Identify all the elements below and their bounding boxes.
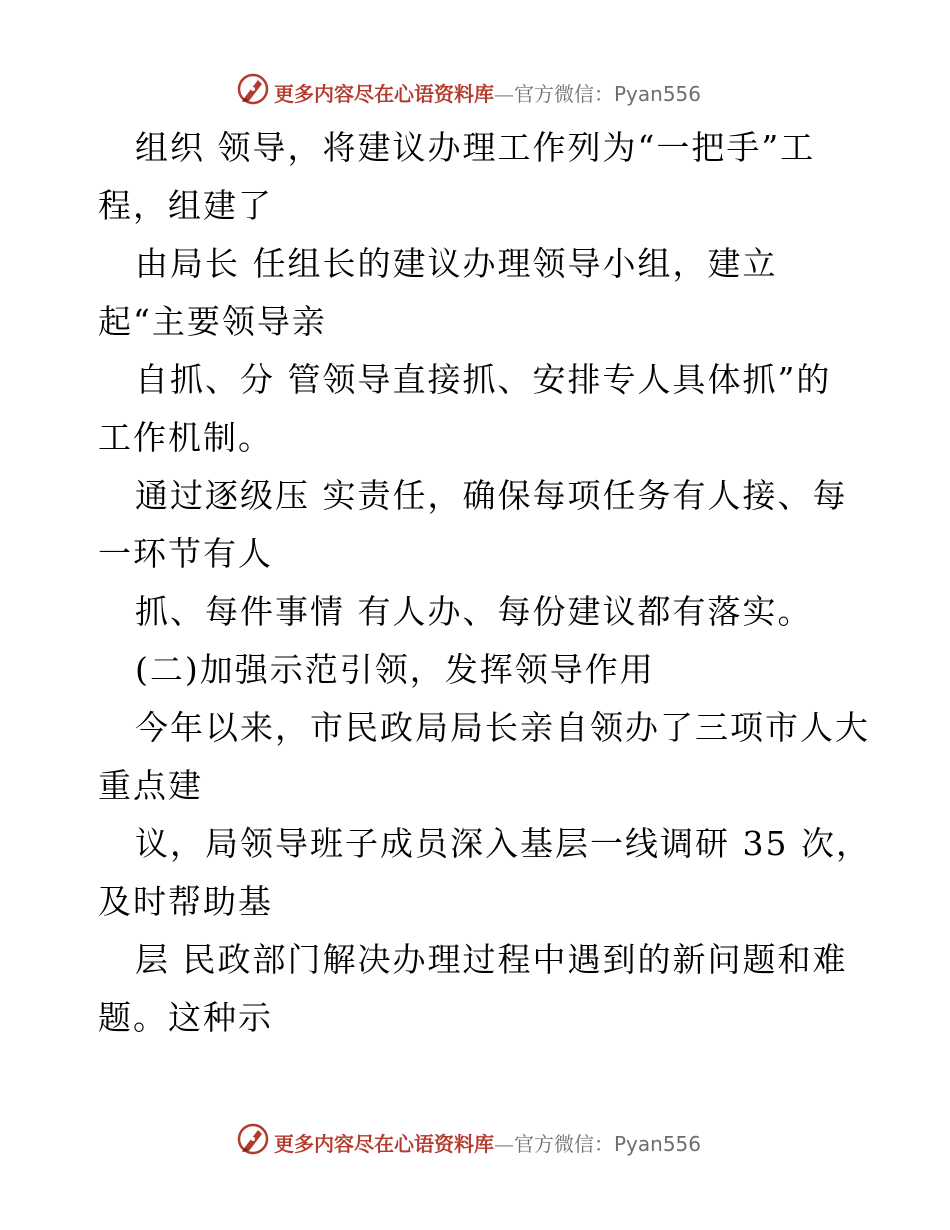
- pen-nib-logo-icon: [236, 1122, 270, 1156]
- text-line: 由局长 任组长的建议办理领导小组，建立: [135, 244, 778, 283]
- text-line: 工作机制。: [98, 418, 273, 457]
- text-line: 重点建: [98, 766, 203, 805]
- text-line: 层 民政部门解决办理过程中遇到的新问题和难: [135, 940, 848, 979]
- text-line: 程，组建了: [98, 186, 273, 225]
- text-line: 今年以来，市民政局局长亲自领办了三项市人大: [135, 708, 870, 747]
- text-line: 议，局领导班子成员深入基层一线调研 35 次，: [135, 824, 871, 863]
- text-line: 抓、每件事情 有人办、每份建议都有落实。: [135, 592, 813, 631]
- header-brand-text: 更多内容尽在心语资料库: [274, 82, 494, 106]
- pen-nib-logo-icon: [236, 72, 270, 106]
- footer-brand-text: 更多内容尽在心语资料库: [274, 1132, 494, 1156]
- text-line: 一环节有人: [98, 534, 273, 573]
- header-watermark: [0, 70, 950, 110]
- text-line: 题。这种示: [98, 998, 273, 1037]
- header-dash: —: [494, 82, 514, 106]
- text-line: 自抓、分 管领导直接抓、安排专人具体抓”的: [135, 360, 832, 399]
- footer-dash: —: [494, 1132, 514, 1156]
- section-heading: (二)加强示范引领，发挥领导作用: [135, 650, 655, 689]
- text-line: 起“主要领导亲: [98, 302, 327, 341]
- footer-wechat-text: 官方微信：Pyan556: [514, 1132, 702, 1156]
- text-line: 组织 领导，将建议办理工作列为“一把手”工: [135, 128, 816, 167]
- text-line: 通过逐级压 实责任，确保每项任务有人接、每: [135, 476, 848, 515]
- text-line: 及时帮助基: [98, 882, 273, 921]
- footer-watermark: [0, 1120, 950, 1160]
- header-wechat-text: 官方微信：Pyan556: [514, 82, 702, 106]
